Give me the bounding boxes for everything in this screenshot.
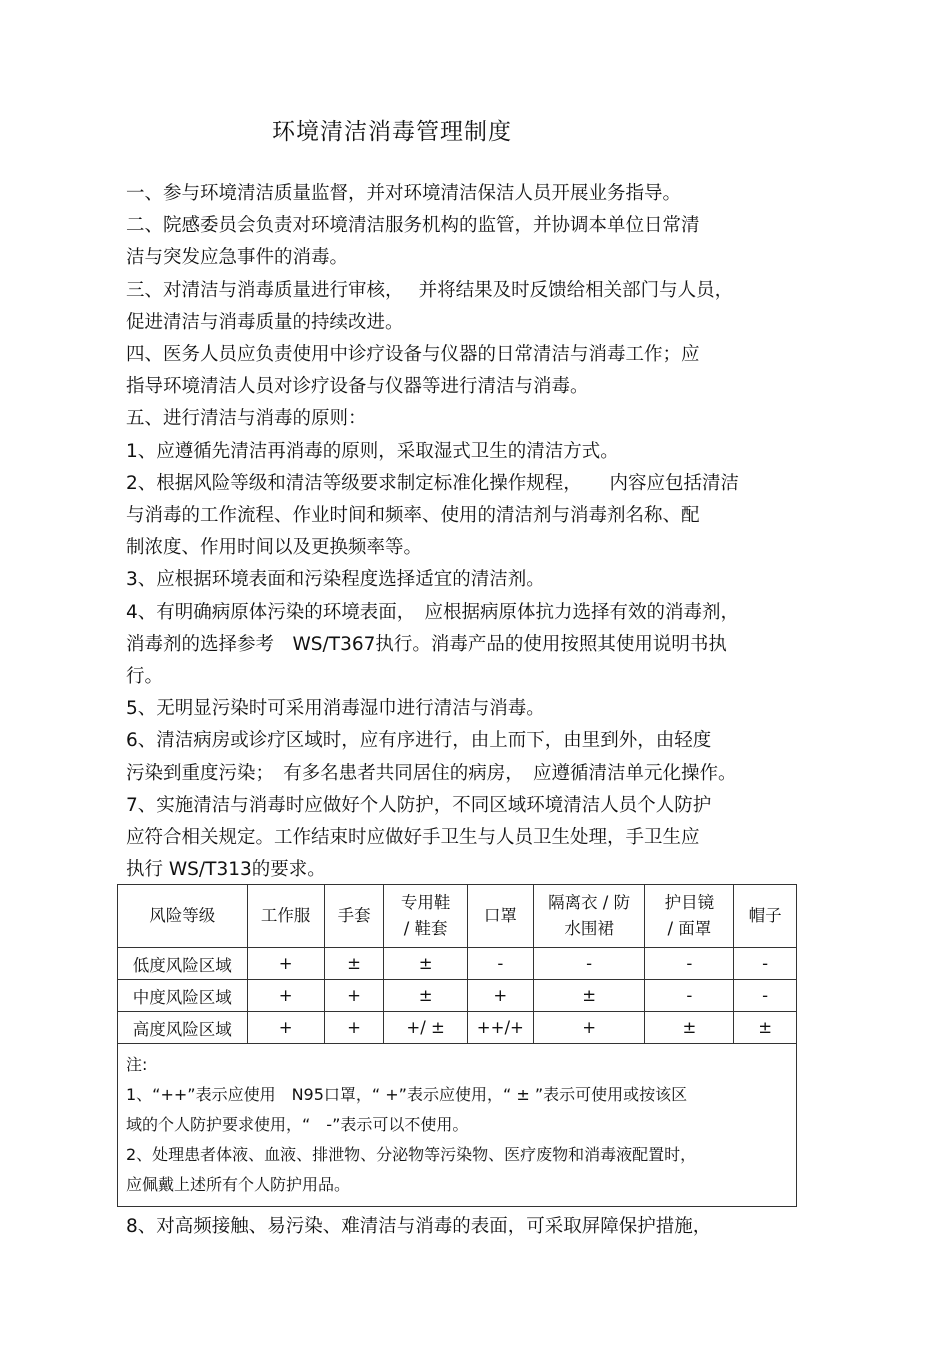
table-row [118,948,797,980]
text-line: 3、应根据环境表面和污染程度选择适宜的清洁剂。 [126,569,545,591]
header-work-clothes: 工作服 [247,885,324,948]
note-line: 1、“++”表示应使用 N95口罩，“ +”表示应使用，“ ± ”表示可使用或按该区 [126,1085,688,1104]
table-notes-row [118,1044,797,1207]
text-line: 6、清洁病房或诊疗区域时，应有序进行，由上而下，由里到外，由轻度 [126,730,712,752]
text-line: 2、根据风险等级和清洁等级要求制定标准化操作规程， 内容应包括清洁 [126,472,740,494]
note-line: 域的个人防护要求使用，“ -”表示可以不使用。 [126,1115,469,1134]
table-cell: - [467,948,533,980]
text-line: 8、对高频接触、易污染、难清洁与消毒的表面，可采取屏障保护措施， [126,1216,712,1237]
table-cell: - [645,948,734,980]
header-shoes: 专用鞋 / 鞋套 [384,885,468,948]
table-cell: +/ ± [384,1012,468,1044]
note-line: 应佩戴上述所有个人防护用品。 [126,1175,351,1194]
table-cell: ± [384,980,468,1012]
text-line: 制浓度、作用时间以及更换频率等。 [126,537,423,559]
page-title: 环境清洁消毒管理制度 [272,119,512,145]
text-line: 洁与突发应急事件的消毒。 [126,247,349,269]
table-cell: ± [533,980,645,1012]
text-line: 一、参与环境清洁质量监督，并对环境清洁保洁人员开展业务指导。 [126,183,682,204]
text-line: 二、院感委员会负责对环境清洁服务机构的监管，并协调本单位日常清 [126,215,700,237]
table-cell: ++/+ [467,1012,533,1044]
header-goggles: 护目镜 / 面罩 [645,885,734,948]
text-line: 污染到重度污染； 有多名患者共同居住的病房， 应遵循清洁单元化操作。 [126,762,737,784]
table-row [118,980,797,1012]
text-line: 与消毒的工作流程、作业时间和频率、使用的清洁剂与消毒剂名称、配 [126,505,700,527]
text-line: 四、医务人员应负责使用中诊疗设备与仪器的日常清洁与消毒工作；应 [126,344,700,366]
table-cell: ± [734,1012,797,1044]
table-cell: + [247,1012,324,1044]
table-header-row [118,885,797,948]
regulation-body [126,178,826,886]
text-line: 7、实施清洁与消毒时应做好个人防护，不同区域环境清洁人员个人防护 [126,794,712,816]
table-cell: + [247,948,324,980]
table-cell: ± [324,948,384,980]
note-line: 注: [126,1055,148,1074]
text-line: 行。 [126,666,164,688]
table-cell: 低度风险区域 [118,948,248,980]
table-cell: - [734,948,797,980]
table-cell: ± [384,948,468,980]
header-risk-level: 风险等级 [118,885,248,948]
header-cap: 帽子 [734,885,797,948]
table-cell: + [324,980,384,1012]
table-cell: + [533,1012,645,1044]
table-cell: - [734,980,797,1012]
table-cell: + [324,1012,384,1044]
table-cell: 中度风险区域 [118,980,248,1012]
text-line: 促进清洁与消毒质量的持续改进。 [126,311,404,333]
note-line: 2、处理患者体液、血液、排泄物、分泌物等污染物、医疗废物和消毒液配置时， [126,1145,697,1164]
header-gown: 隔离衣 / 防 水围裙 [533,885,645,948]
table-cell: ± [645,1012,734,1044]
header-mask: 口罩 [467,885,533,948]
text-line: 五、进行清洁与消毒的原则： [126,408,367,430]
text-line: 消毒剂的选择参考 WS/T367执行。消毒产品的使用按照其使用说明书执 [126,633,727,655]
text-line: 指导环境清洁人员对诊疗设备与仪器等进行清洁与消毒。 [126,376,589,398]
table-cell: 高度风险区域 [118,1012,248,1044]
text-line: 应符合相关规定。工作结束时应做好手卫生与人员卫生处理，手卫生应 [126,827,700,849]
text-line: 4、有明确病原体污染的环境表面， 应根据病原体抗力选择有效的消毒剂， [126,601,740,623]
table-cell: + [467,980,533,1012]
text-line: 三、对清洁与消毒质量进行审核， 并将结果及时反馈给相关部门与人员， [126,279,734,301]
ppe-table [117,884,797,1207]
table-notes [118,1044,797,1207]
table-cell: + [247,980,324,1012]
table-cell: - [533,948,645,980]
header-gloves: 手套 [324,885,384,948]
table-row [118,1012,797,1044]
text-line: 5、无明显污染时可采用消毒湿巾进行清洁与消毒。 [126,698,545,720]
table-cell: - [645,980,734,1012]
text-line: 执行 WS/T313的要求。 [126,859,326,881]
text-line: 1、应遵循先清洁再消毒的原则，采取湿式卫生的清洁方式。 [126,440,619,462]
